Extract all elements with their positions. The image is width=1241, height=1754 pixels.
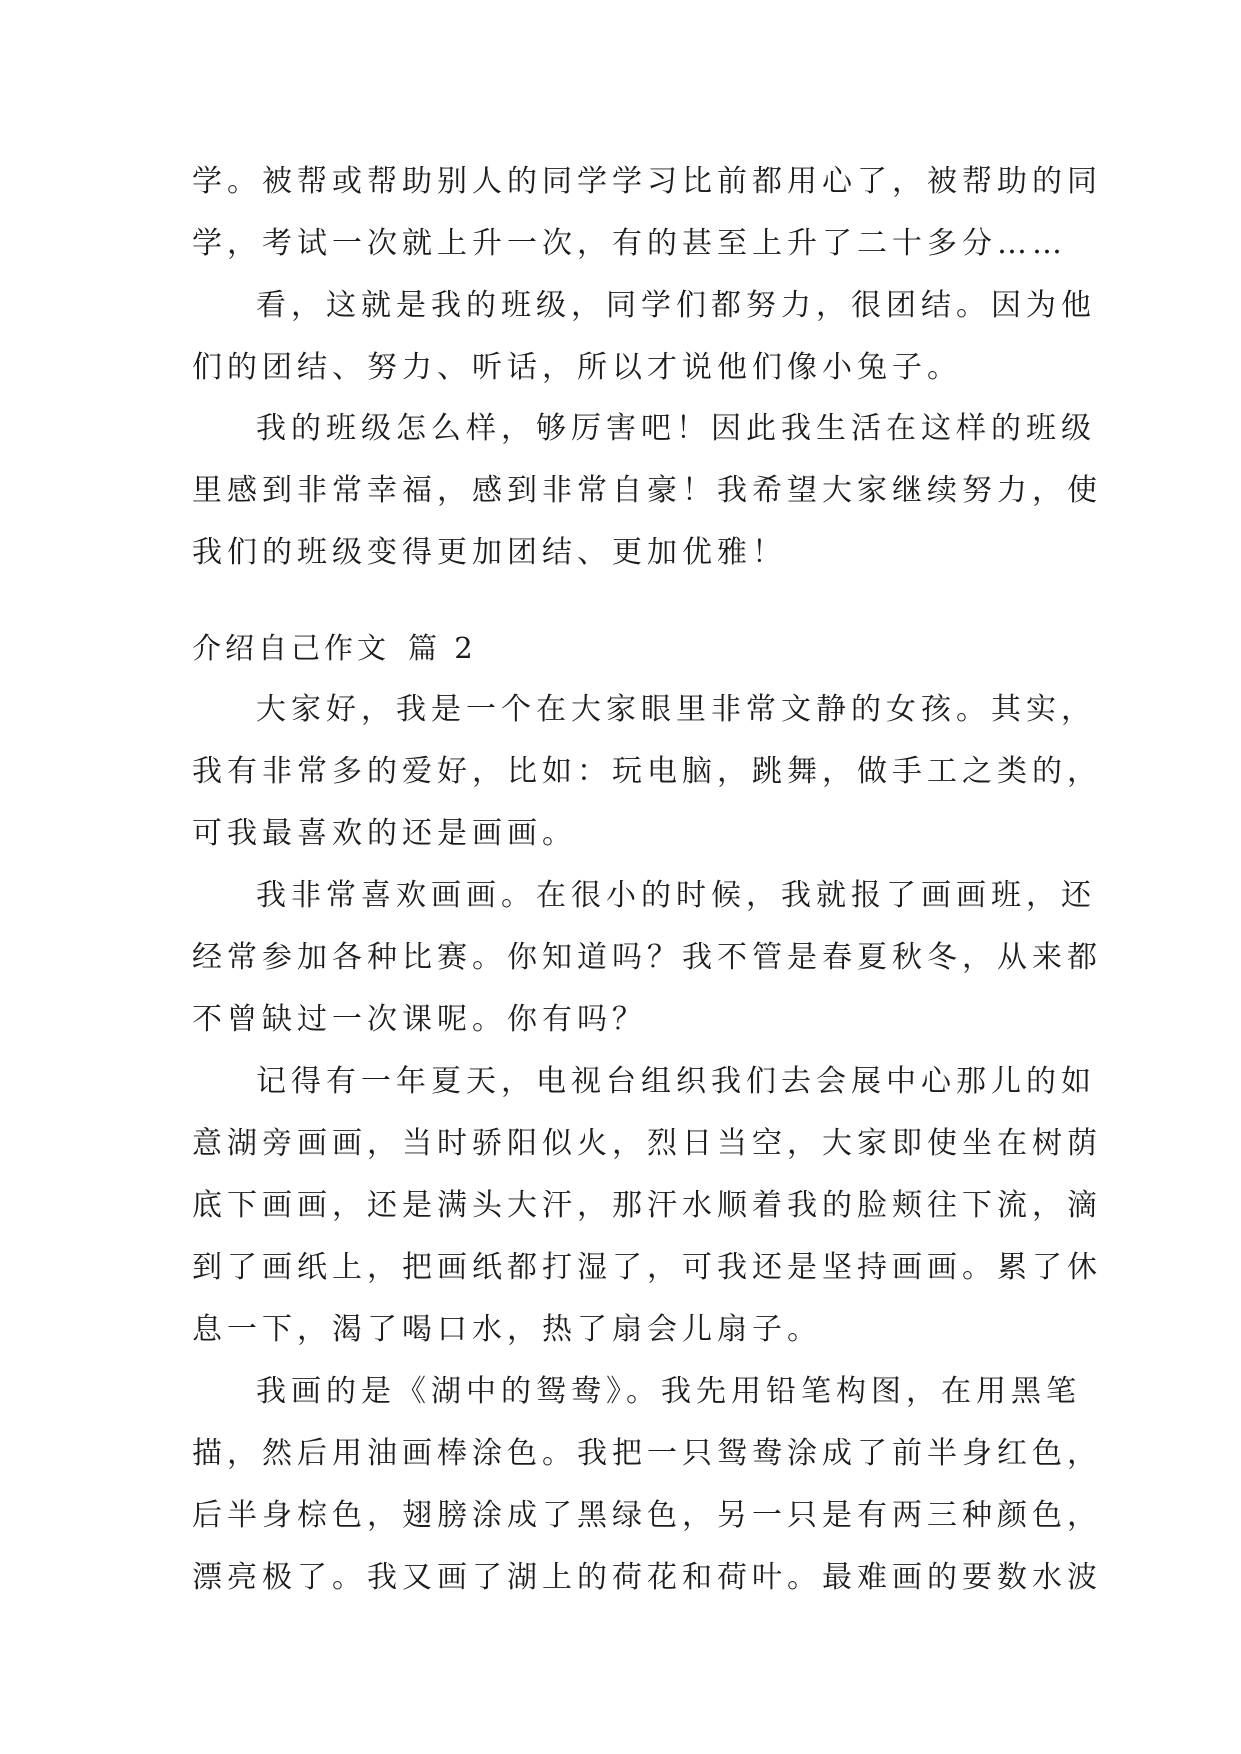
text-line: 里感到非常幸福，感到非常自豪！我希望大家继续努力，使 (192, 473, 1102, 508)
text-line: 学。被帮或帮助别人的同学学习比前都用心了，被帮助的同 (192, 164, 1102, 199)
text-line: 可我最喜欢的还是画画。 (192, 816, 577, 851)
text-line: 描，然后用油画棒涂色。我把一只鸳鸯涂成了前半身红色， (192, 1436, 1102, 1471)
text-line: 们的团结、努力、听话，所以才说他们像小兔子。 (192, 350, 962, 385)
paragraph-start-line: 我的班级怎么样，够厉害吧！因此我生活在这样的班级 (256, 411, 1096, 446)
text-line: 后半身棕色，翅膀涂成了黑绿色，另一只是有两三种颜色， (192, 1498, 1102, 1533)
paragraph-start-line: 大家好，我是一个在大家眼里非常文静的女孩。其实， (256, 692, 1096, 727)
essay-title: 介绍自己作文 (192, 631, 391, 665)
paragraph-start-line: 记得有一年夏天，电视台组织我们去会展中心那儿的如 (256, 1064, 1096, 1099)
text-line: 意湖旁画画，当时骄阳似火，烈日当空，大家即使坐在树荫 (192, 1126, 1102, 1161)
essay-heading (192, 628, 477, 668)
text-line: 底下画画，还是满头大汗，那汗水顺着我的脸颊往下流，滴 (192, 1188, 1102, 1223)
paragraph-start-line: 看，这就是我的班级，同学们都努力，很团结。因为他 (256, 288, 1096, 323)
text-line: 到了画纸上，把画纸都打湿了，可我还是坚持画画。累了休 (192, 1250, 1102, 1285)
text-line: 息一下，渴了喝口水，热了扇会儿扇子。 (192, 1312, 822, 1347)
text-line: 学，考试一次就上升一次，有的甚至上升了二十多分…… (192, 226, 1067, 261)
text-line: 不曾缺过一次课呢。你有吗？ (192, 1002, 647, 1037)
text-line: 经常参加各种比赛。你知道吗？我不管是春夏秋冬，从来都 (192, 940, 1102, 975)
essay-number: 篇 2 (408, 631, 477, 665)
text-line: 我们的班级变得更加团结、更加优雅！ (192, 535, 787, 570)
paragraph-start-line: 我非常喜欢画画。在很小的时候，我就报了画画班，还 (256, 878, 1096, 913)
text-line: 漂亮极了。我又画了湖上的荷花和荷叶。最难画的要数水波 (192, 1560, 1102, 1595)
text-line: 我有非常多的爱好，比如：玩电脑，跳舞，做手工之类的， (192, 754, 1102, 789)
paragraph-start-line: 我画的是《湖中的鸳鸯》。我先用铅笔构图，在用黑笔 (256, 1374, 1081, 1409)
